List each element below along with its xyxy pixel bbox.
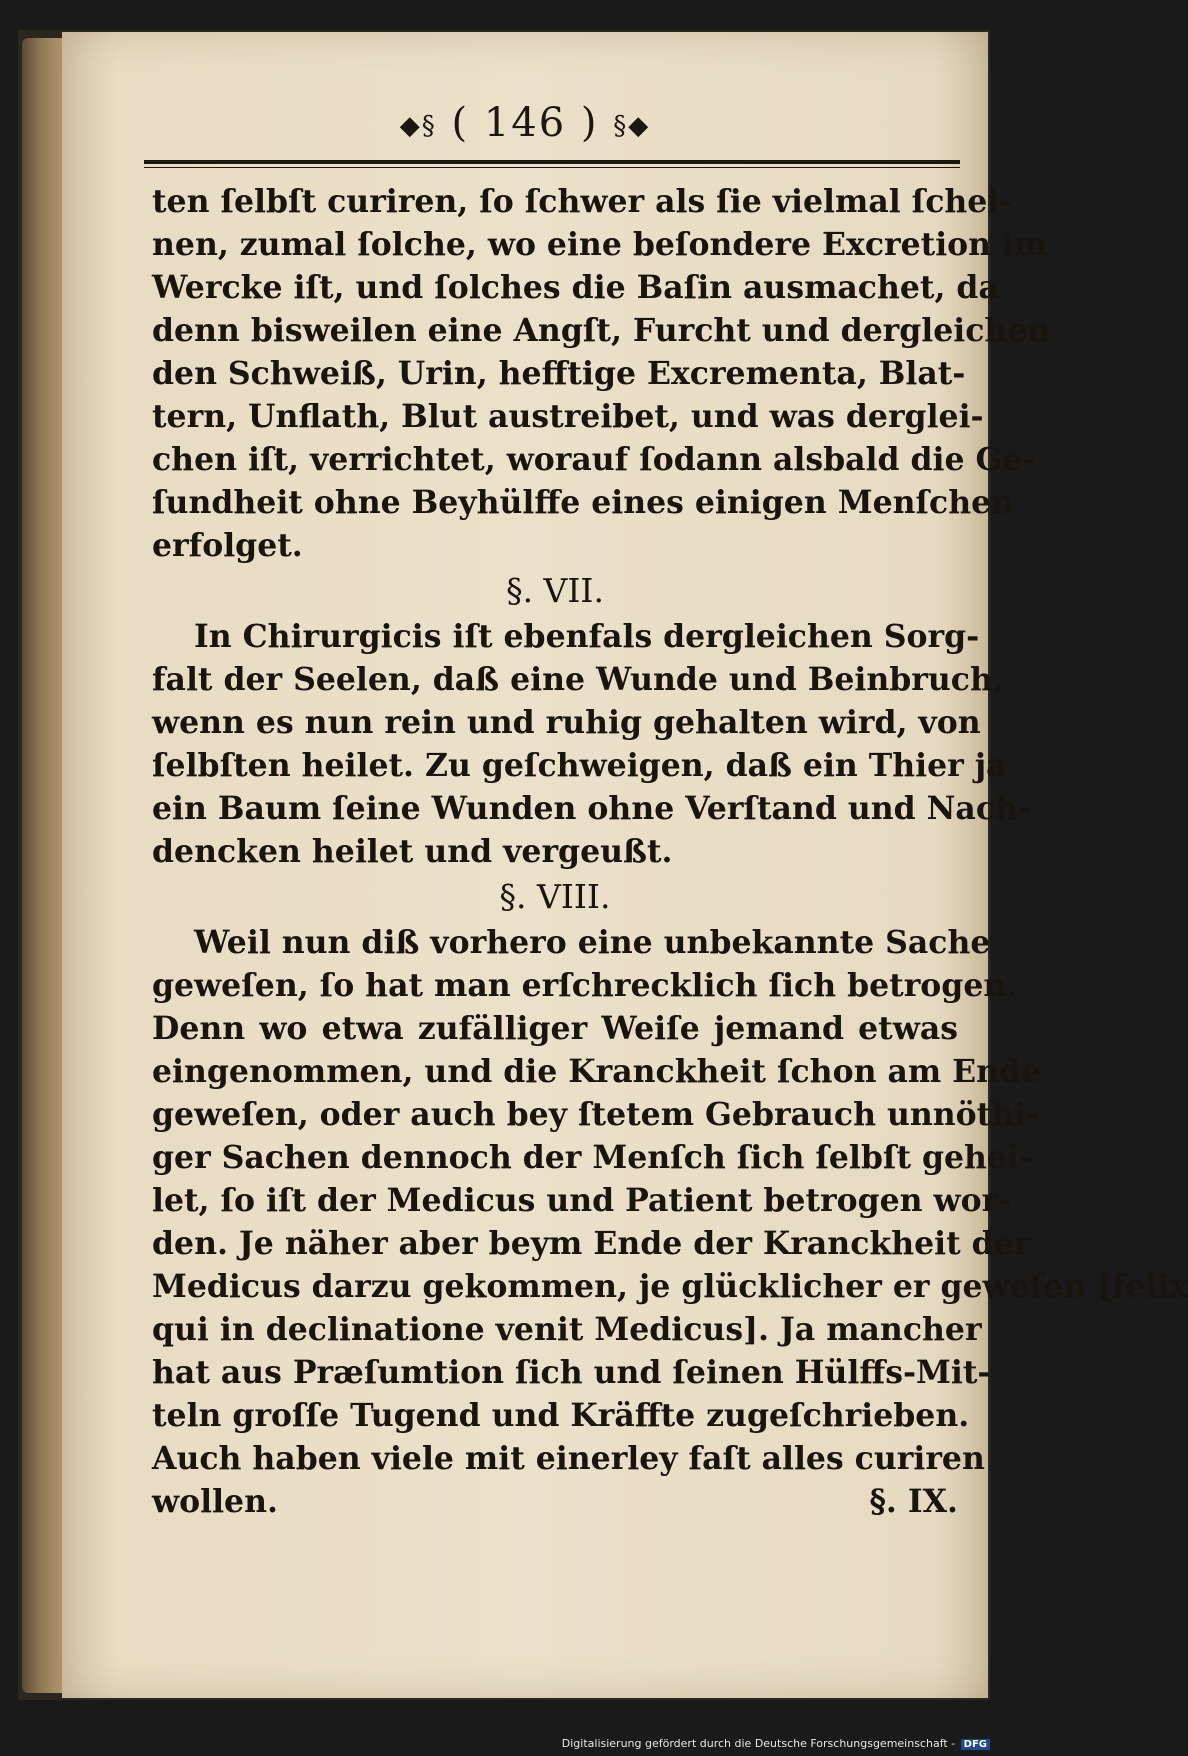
page-text bbox=[152, 180, 1188, 1523]
text-line: Wercke iſt, und ſolches die Baſin ausmachet, da bbox=[152, 269, 999, 306]
text-line: Auch haben viele mit einerley faſt alles curiren bbox=[152, 1440, 985, 1477]
text-line: nen, zumal ſolche, wo eine beſondere Excretion im bbox=[152, 226, 1048, 263]
ornament-left: ◆§ bbox=[399, 111, 437, 141]
book-page bbox=[62, 32, 1188, 1698]
text-line: den Schweiß, Urin, hefftige Excrementa, Blat- bbox=[152, 355, 966, 392]
text-line: Denn wo etwa zufälliger Weiſe jemand etwas bbox=[152, 1010, 958, 1047]
text-line: erfolget. bbox=[152, 527, 303, 564]
text-line: denn bisweilen eine Angſt, Furcht und dergleichen bbox=[152, 312, 1051, 349]
text-line: qui in declinatione venit Medicus]. Ja mancher bbox=[152, 1311, 982, 1348]
text-line: In Chirurgicis iſt ebenfals dergleichen Sorg- bbox=[194, 618, 980, 655]
text-line: den. Je näher aber beym Ende der Kranckheit der bbox=[152, 1225, 1031, 1262]
text-line: Medicus darzu gekommen, je glücklicher er geweſen [felix bbox=[152, 1268, 1188, 1305]
text-line: chen iſt, verrichtet, worauf ſodann alsbald die Ge- bbox=[152, 441, 1036, 478]
text-line: ein Baum ſeine Wunden ohne Verſtand und Nach- bbox=[152, 790, 1031, 827]
section-heading-8: §. VIII. bbox=[499, 877, 611, 916]
last-line-text: wollen. bbox=[152, 1483, 278, 1520]
header-rule-thin bbox=[144, 167, 960, 168]
catchword: §. IX. bbox=[869, 1483, 958, 1520]
text-line: let, ſo iſt der Medicus und Patient betrogen wor- bbox=[152, 1182, 1012, 1219]
last-line bbox=[152, 1480, 958, 1523]
page-header bbox=[62, 100, 988, 146]
text-line: eingenommen, und die Kranckheit ſchon am Ende bbox=[152, 1053, 1042, 1090]
ornament-right: §◆ bbox=[613, 111, 651, 141]
text-line: geweſen, oder auch bey ſtetem Gebrauch unnöthi- bbox=[152, 1096, 1040, 1133]
digitization-credit bbox=[562, 1737, 990, 1750]
section-heading-7: §. VII. bbox=[506, 571, 604, 610]
text-line: falt der Seelen, daß eine Wunde und Beinbruch, bbox=[152, 661, 1004, 698]
text-line: hat aus Præſumtion ſich und ſeinen Hülffs-Mit- bbox=[152, 1354, 991, 1391]
text-line: tern, Unflath, Blut austreibet, und was derglei- bbox=[152, 398, 984, 435]
footer-text: Digitalisierung gefördert durch die Deutsche Forschungsgemeinschaft - bbox=[561, 1737, 956, 1750]
text-line: wenn es nun rein und ruhig gehalten wird, von bbox=[152, 704, 981, 741]
text-line: Weil nun diß vorhero eine unbekannte Sache bbox=[194, 924, 991, 961]
text-line: ten ſelbſt curiren, ſo ſchwer als ſie vielmal ſchei- bbox=[152, 183, 1013, 220]
text-line: teln groſſe Tugend und Kräffte zugeſchrieben. bbox=[152, 1397, 970, 1434]
text-line: geweſen, ſo hat man erſchrecklich ſich betrogen. bbox=[152, 967, 1018, 1004]
text-line: ger Sachen dennoch der Menſch ſich ſelbſt gehei- bbox=[152, 1139, 1033, 1176]
text-line: dencken heilet und vergeußt. bbox=[152, 833, 673, 870]
page-number: ( 146 ) bbox=[451, 100, 599, 146]
dfg-logo: DFG bbox=[961, 1739, 990, 1750]
text-line: ſundheit ohne Beyhülffe eines einigen Menſchen bbox=[152, 484, 1015, 521]
text-line: ſelbſten heilet. Zu geſchweigen, daß ein Thier ja bbox=[152, 747, 1007, 784]
header-rule bbox=[144, 160, 960, 164]
